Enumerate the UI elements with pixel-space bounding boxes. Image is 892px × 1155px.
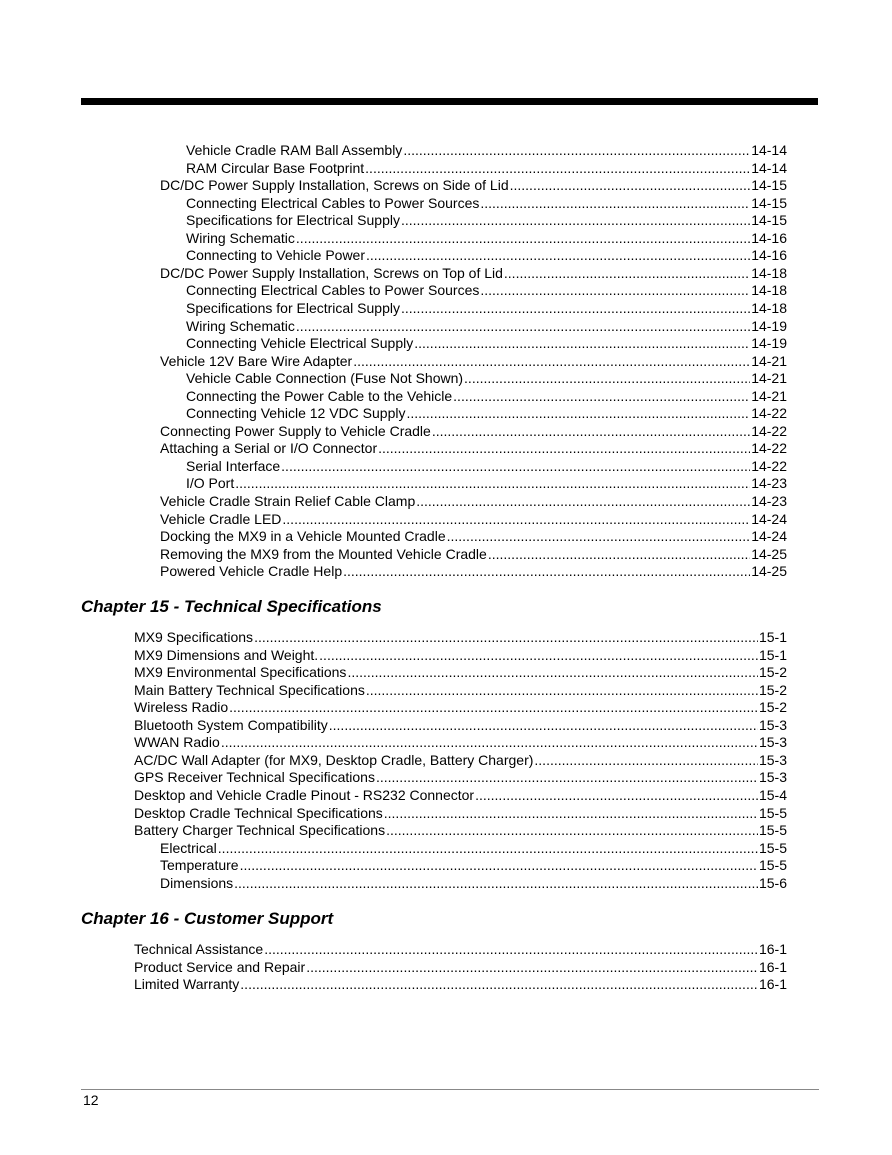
toc-entry-title: Limited Warranty — [134, 976, 240, 993]
toc-entry-title: Electrical — [160, 839, 217, 856]
toc-entry-page: 14-21 — [751, 370, 787, 387]
toc-entry-title: Docking the MX9 in a Vehicle Mounted Cradle — [160, 528, 446, 545]
toc-entry-page: 14-23 — [751, 475, 787, 492]
chapter-15-heading: Chapter 15 - Technical Specifications — [81, 597, 382, 616]
dot-leader — [386, 821, 758, 839]
toc-entry-title: RAM Circular Base Footprint — [186, 159, 365, 176]
toc-entry-page: 15-3 — [758, 734, 787, 751]
toc-entry-title: GPS Receiver Technical Specifications — [134, 769, 375, 786]
toc-entry-page: 14-16 — [751, 247, 787, 264]
dot-leader — [281, 457, 750, 475]
toc-entry[interactable] — [160, 510, 787, 528]
toc-entry-page: 14-23 — [751, 493, 787, 509]
toc-entry-page: 14-21 — [751, 352, 787, 369]
toc-entry[interactable] — [134, 786, 787, 804]
dot-leader — [282, 510, 750, 528]
dot-leader — [229, 698, 758, 716]
toc-entry[interactable] — [160, 856, 787, 874]
dot-leader — [254, 628, 758, 646]
header-rule — [81, 98, 818, 105]
toc-entry-title: Dimensions — [160, 874, 234, 891]
toc-entry-page: 15-2 — [758, 664, 787, 681]
dot-leader — [221, 733, 758, 751]
dot-leader — [366, 681, 758, 699]
toc-entry-title: Serial Interface — [186, 457, 281, 474]
toc-entry-title: Wireless Radio — [134, 699, 229, 716]
toc-entry-page: 14-21 — [751, 387, 787, 404]
toc-entry-title: MX9 Dimensions and Weight. — [134, 646, 319, 663]
toc-entry[interactable] — [186, 141, 787, 159]
toc-entry-title: Connecting Electrical Cables to Power Sources — [186, 282, 480, 299]
toc-entry-page: 14-22 — [751, 422, 787, 439]
toc-entry-page: 15-6 — [758, 874, 787, 891]
toc-entry-title: Connecting the Power Cable to the Vehicle — [186, 387, 453, 404]
toc-entry-page: 16-1 — [758, 976, 787, 993]
dot-leader — [406, 404, 750, 422]
toc-entry[interactable] — [186, 317, 787, 335]
dot-leader — [401, 299, 750, 317]
toc-entry-page: 15-5 — [758, 839, 787, 856]
toc-entry[interactable] — [186, 387, 787, 405]
toc-entry-page: 15-3 — [758, 751, 787, 768]
toc-entry-page: 14-19 — [751, 335, 787, 352]
toc-entry-page: 15-3 — [758, 769, 787, 786]
toc-entry-page: 14-18 — [751, 282, 787, 299]
toc-entry-title: Connecting Vehicle Electrical Supply — [186, 335, 414, 352]
toc-entry[interactable] — [160, 874, 787, 892]
toc-entry[interactable] — [186, 246, 787, 264]
chapter-16-heading: Chapter 16 - Customer Support — [81, 909, 334, 928]
dot-leader — [384, 804, 758, 822]
toc-entry-title: Connecting Power Supply to Vehicle Cradle — [160, 422, 431, 439]
toc-entry[interactable] — [160, 264, 787, 282]
toc-entry-title: AC/DC Wall Adapter (for MX9, Desktop Cradle, Battery Charger) — [134, 751, 534, 768]
toc-entry[interactable] — [186, 194, 787, 212]
toc-entry-title: Product Service and Repair — [134, 958, 306, 975]
toc-entry-title: Attaching a Serial or I/O Connector — [160, 440, 378, 457]
dot-leader — [234, 874, 758, 892]
toc-entry-title: DC/DC Power Supply Installation, Screws on Side of Lid — [160, 177, 509, 194]
toc-entry[interactable] — [134, 698, 787, 716]
dot-leader — [416, 492, 750, 510]
toc-entry[interactable] — [160, 492, 787, 510]
dot-leader — [447, 527, 751, 545]
toc-entry[interactable] — [160, 422, 787, 440]
toc-entry[interactable] — [186, 229, 787, 247]
dot-leader — [319, 646, 758, 664]
toc-entry-page: 14-14 — [751, 159, 787, 176]
toc-entry[interactable] — [134, 663, 787, 681]
toc-entry-page: 15-1 — [758, 629, 787, 645]
toc-entry[interactable] — [186, 299, 787, 317]
toc-entry[interactable] — [160, 562, 787, 580]
dot-leader — [534, 751, 758, 769]
toc-entry-title: I/O Port — [186, 475, 235, 492]
toc-entry-title: Removing the MX9 from the Mounted Vehicle Cradle — [160, 545, 487, 562]
dot-leader — [240, 856, 758, 874]
toc-entry-title: Battery Charger Technical Specifications — [134, 822, 386, 839]
toc-entry-title: Vehicle Cradle LED — [160, 510, 282, 527]
toc-entry-title: Wiring Schematic — [186, 229, 295, 246]
dot-leader — [432, 422, 750, 440]
toc-entry-page: 14-22 — [751, 440, 787, 457]
toc-entry-page: 15-1 — [758, 646, 787, 663]
toc-entry-title: Vehicle 12V Bare Wire Adapter — [160, 352, 353, 369]
dot-leader — [353, 352, 750, 370]
dot-leader — [240, 975, 758, 993]
dot-leader — [401, 211, 750, 229]
toc-entry-page: 14-15 — [751, 212, 787, 229]
page-number: 12 — [83, 1092, 99, 1108]
toc-entry[interactable] — [134, 821, 787, 839]
toc-entry[interactable] — [186, 404, 787, 422]
toc-entry-page: 14-25 — [751, 563, 787, 580]
toc-entry-title: Desktop and Vehicle Cradle Pinout - RS232 Connector — [134, 786, 475, 803]
toc-entry-title: MX9 Environmental Specifications — [134, 664, 347, 681]
dot-leader — [480, 281, 750, 299]
dot-leader — [488, 545, 750, 563]
toc-entry-title: Connecting Electrical Cables to Power Sources — [186, 194, 480, 211]
toc-entry[interactable] — [186, 369, 787, 387]
toc-entry-title: Wiring Schematic — [186, 317, 295, 334]
toc-entry-page: 16-1 — [758, 958, 787, 975]
dot-leader — [347, 663, 758, 681]
toc-entry[interactable] — [134, 646, 787, 664]
dot-leader — [365, 159, 750, 177]
toc-entry-page: 14-14 — [751, 142, 787, 158]
dot-leader — [378, 439, 750, 457]
toc-entry[interactable] — [186, 474, 787, 492]
toc-entry-title: Desktop Cradle Technical Specifications — [134, 804, 383, 821]
toc-entry-title: Main Battery Technical Specifications — [134, 681, 365, 698]
toc-entry[interactable] — [134, 804, 787, 822]
toc-entry[interactable] — [160, 439, 787, 457]
toc-entry[interactable] — [160, 545, 787, 563]
toc-entry[interactable] — [160, 839, 787, 857]
dot-leader — [296, 317, 750, 335]
toc-entry-page: 14-18 — [751, 299, 787, 316]
toc-entry-page: 15-4 — [758, 786, 787, 803]
dot-leader — [403, 141, 750, 159]
toc-entry-title: WWAN Radio — [134, 734, 220, 751]
toc-entry-page: 14-16 — [751, 229, 787, 246]
toc-entry[interactable] — [134, 975, 787, 993]
toc-entry-page: 15-5 — [758, 857, 787, 874]
dot-leader — [235, 474, 750, 492]
dot-leader — [464, 369, 750, 387]
toc-entry[interactable] — [186, 211, 787, 229]
toc-entry[interactable] — [186, 281, 787, 299]
dot-leader — [343, 562, 750, 580]
toc-entry-page: 15-5 — [758, 804, 787, 821]
toc-entry-title: Bluetooth System Compatibility — [134, 716, 328, 733]
toc-entry[interactable] — [134, 716, 787, 734]
toc-entry[interactable] — [186, 457, 787, 475]
toc-entry[interactable] — [186, 334, 787, 352]
toc-entry-title: DC/DC Power Supply Installation, Screws on Top of Lid — [160, 264, 503, 281]
toc-entry-page: 15-2 — [758, 681, 787, 698]
toc-entry[interactable] — [134, 628, 787, 646]
toc-entry-title: Temperature — [160, 857, 239, 874]
toc-entry-title: Specifications for Electrical Supply — [186, 212, 400, 229]
toc-entry-page: 15-3 — [758, 716, 787, 733]
dot-leader — [414, 334, 750, 352]
toc-entry-page: 14-19 — [751, 317, 787, 334]
toc-entry[interactable] — [134, 768, 787, 786]
toc-entry-page: 14-24 — [751, 528, 787, 545]
dot-leader — [296, 229, 750, 247]
dot-leader — [480, 194, 750, 212]
toc-entry-page: 14-18 — [751, 264, 787, 281]
toc-entry-page: 15-5 — [758, 822, 787, 839]
toc-entry[interactable] — [160, 352, 787, 370]
toc-entry-page: 14-25 — [751, 545, 787, 562]
toc-entry-title: Vehicle Cradle RAM Ball Assembly — [186, 142, 403, 158]
toc-entry-title: Connecting Vehicle 12 VDC Supply — [186, 405, 406, 422]
toc-entry-title: MX9 Specifications — [134, 629, 254, 645]
dot-leader — [329, 716, 758, 734]
toc-entry-page: 14-15 — [751, 177, 787, 194]
dot-leader — [218, 839, 758, 857]
toc-entry[interactable] — [134, 751, 787, 769]
toc-entry-title: Vehicle Cable Connection (Fuse Not Shown) — [186, 370, 464, 387]
toc-entry-title: Technical Assistance — [134, 941, 264, 957]
toc-entry-page: 14-22 — [751, 457, 787, 474]
dot-leader — [366, 246, 750, 264]
toc-entry-page: 14-22 — [751, 405, 787, 422]
toc-entry-title: Vehicle Cradle Strain Relief Cable Clamp — [160, 493, 416, 509]
toc-entry[interactable] — [160, 176, 787, 194]
dot-leader — [504, 264, 750, 282]
toc-entry-title: Powered Vehicle Cradle Help — [160, 563, 343, 580]
toc-entry[interactable] — [134, 733, 787, 751]
toc-entry[interactable] — [160, 527, 787, 545]
dot-leader — [453, 387, 750, 405]
toc-entry-title: Specifications for Electrical Supply — [186, 299, 400, 316]
footer-rule — [81, 1089, 819, 1090]
dot-leader — [475, 786, 758, 804]
dot-leader — [306, 958, 758, 976]
toc-entry-page: 16-1 — [758, 941, 787, 957]
toc-entry-page: 14-24 — [751, 510, 787, 527]
toc-entry-page: 15-2 — [758, 699, 787, 716]
toc-entry[interactable] — [134, 940, 787, 958]
toc-entry[interactable] — [134, 681, 787, 699]
toc-entry[interactable] — [134, 958, 787, 976]
dot-leader — [264, 940, 758, 958]
toc-entry-page: 14-15 — [751, 194, 787, 211]
toc-entry-title: Connecting to Vehicle Power — [186, 247, 365, 264]
toc-entry[interactable] — [186, 159, 787, 177]
dot-leader — [376, 768, 758, 786]
dot-leader — [510, 176, 751, 194]
